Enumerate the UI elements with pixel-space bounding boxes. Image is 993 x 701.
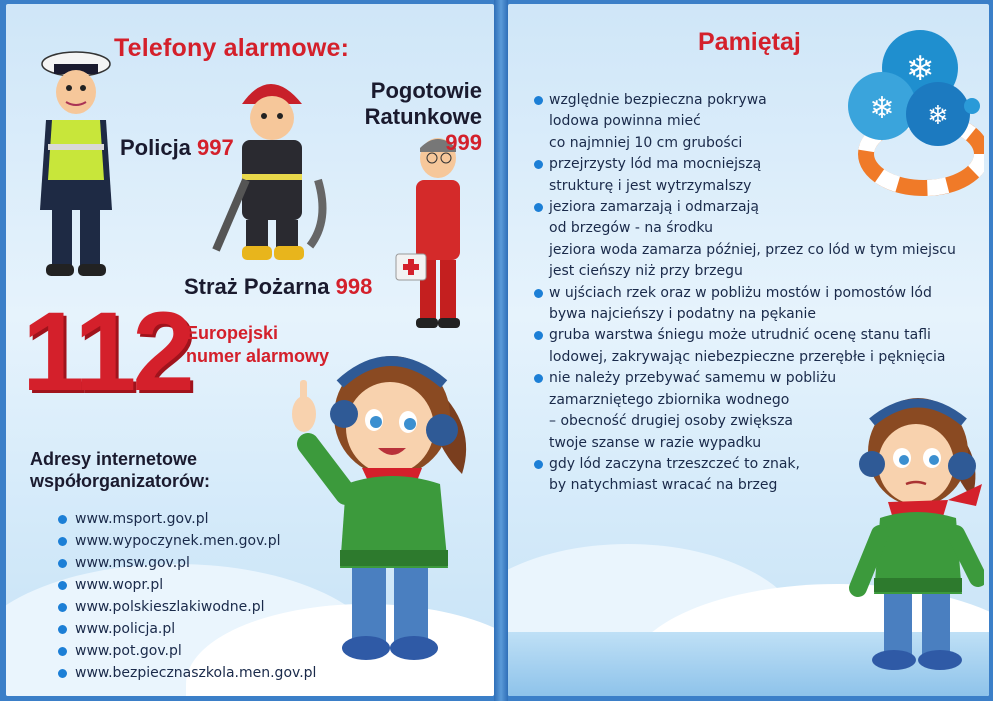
right-page <box>508 4 989 696</box>
list-item <box>58 596 316 618</box>
list-item <box>534 325 984 368</box>
fire-label: Straż Pożarna <box>184 274 330 299</box>
ambulance-digits: 999 <box>445 130 482 155</box>
link[interactable]: www.msw.gov.pl <box>75 555 190 571</box>
ambulance-label-line1: Pogotowie <box>370 78 482 103</box>
link[interactable]: www.bezpiecznaszkola.men.gov.pl <box>75 665 317 681</box>
firefighter-illustration <box>206 70 338 266</box>
emergency-caption-line2: numer alarmowy <box>186 346 330 366</box>
list-item <box>58 618 316 640</box>
bullet-icon <box>58 647 67 656</box>
link[interactable]: www.wypoczynek.men.gov.pl <box>75 533 281 549</box>
bullet-icon <box>534 374 543 383</box>
paramedic-illustration <box>394 134 478 334</box>
fire-number <box>184 274 372 300</box>
tip-text: gdy lód zaczyna trzeszczeć to znak, by natychmiast wracać na brzeg <box>549 455 800 494</box>
list-item <box>58 574 316 596</box>
bullet-icon <box>58 625 67 634</box>
bullet-icon <box>534 160 543 169</box>
police-label: Policja <box>120 135 191 160</box>
organizer-links-list <box>58 508 316 684</box>
bullet-icon <box>58 559 67 568</box>
girl-on-ice-illustration <box>844 388 984 678</box>
link[interactable]: www.policja.pl <box>75 621 176 637</box>
emergency-caption-line1: Europejski <box>186 323 279 343</box>
left-page <box>6 4 494 696</box>
bullet-icon <box>58 537 67 546</box>
ambulance-number <box>322 78 482 156</box>
addresses-heading-line1: Adresy internetowe <box>30 449 198 469</box>
fire-digits: 998 <box>335 274 373 299</box>
bullet-icon <box>58 581 67 590</box>
addresses-heading-line2: współorganizatorów: <box>30 471 210 491</box>
list-item <box>58 552 316 574</box>
list-item <box>58 508 316 530</box>
emergency-number-112: 112 <box>22 289 191 414</box>
addresses-heading <box>30 448 210 492</box>
bullet-icon <box>58 669 67 678</box>
bullet-icon <box>534 460 543 469</box>
bullet-icon <box>534 203 543 212</box>
svg-text:❄: ❄ <box>869 91 895 126</box>
police-digits: 997 <box>197 135 234 160</box>
list-item <box>58 662 316 684</box>
list-item <box>58 640 316 662</box>
bullet-icon <box>58 603 67 612</box>
policeman-illustration <box>28 40 124 280</box>
link[interactable]: www.polskieszlakiwodne.pl <box>75 599 265 615</box>
svg-text:❄: ❄ <box>927 101 949 131</box>
link[interactable]: www.pot.gov.pl <box>75 643 182 659</box>
tip-text: jeziora zamarzają i odmarzają od brzegów - na środku jeziora woda zamarza później, przez co lód w tym miejscu jest cieńszy niż przy brzegu <box>549 199 956 280</box>
list-item <box>534 197 984 283</box>
link[interactable]: www.msport.gov.pl <box>75 511 209 527</box>
tip-text: gruba warstwa śniegu może utrudnić ocenę stanu tafli lodowej, zakrywając niebezpieczne przerębłe i pęknięcia <box>549 327 946 365</box>
tip-text: przejrzysty lód ma mocniejszą strukturę i jest wytrzymalszy <box>549 156 762 194</box>
list-item <box>58 530 316 552</box>
list-item <box>534 90 984 154</box>
bullet-icon <box>534 289 543 298</box>
bullet-icon <box>534 331 543 340</box>
bullet-icon <box>58 515 67 524</box>
tip-text: w ujściach rzek oraz w pobliżu mostów i pomostów lód bywa najcieńszy i podatny na pękanie <box>549 284 932 323</box>
svg-text:❄: ❄ <box>905 49 935 89</box>
bullet-icon <box>534 96 543 105</box>
list-item <box>534 283 984 326</box>
link[interactable]: www.wopr.pl <box>75 577 164 593</box>
tip-text: nie należy przebywać samemu w pobliżu zamarzniętego zbiornika wodnego – obecność drugiej osoby zwiększa twoje szanse w razie wypadku <box>549 370 837 451</box>
ambulance-label-line2: Ratunkowe <box>364 104 482 129</box>
page-title: Telefony alarmowe: <box>114 34 350 62</box>
police-number <box>120 135 234 161</box>
page-title: Pamiętaj <box>698 28 801 56</box>
page-gutter <box>494 0 508 701</box>
tip-text: względnie bezpieczna pokrywa lodowa powinna mieć co najmniej 10 cm grubości <box>549 92 767 151</box>
list-item <box>534 154 984 197</box>
